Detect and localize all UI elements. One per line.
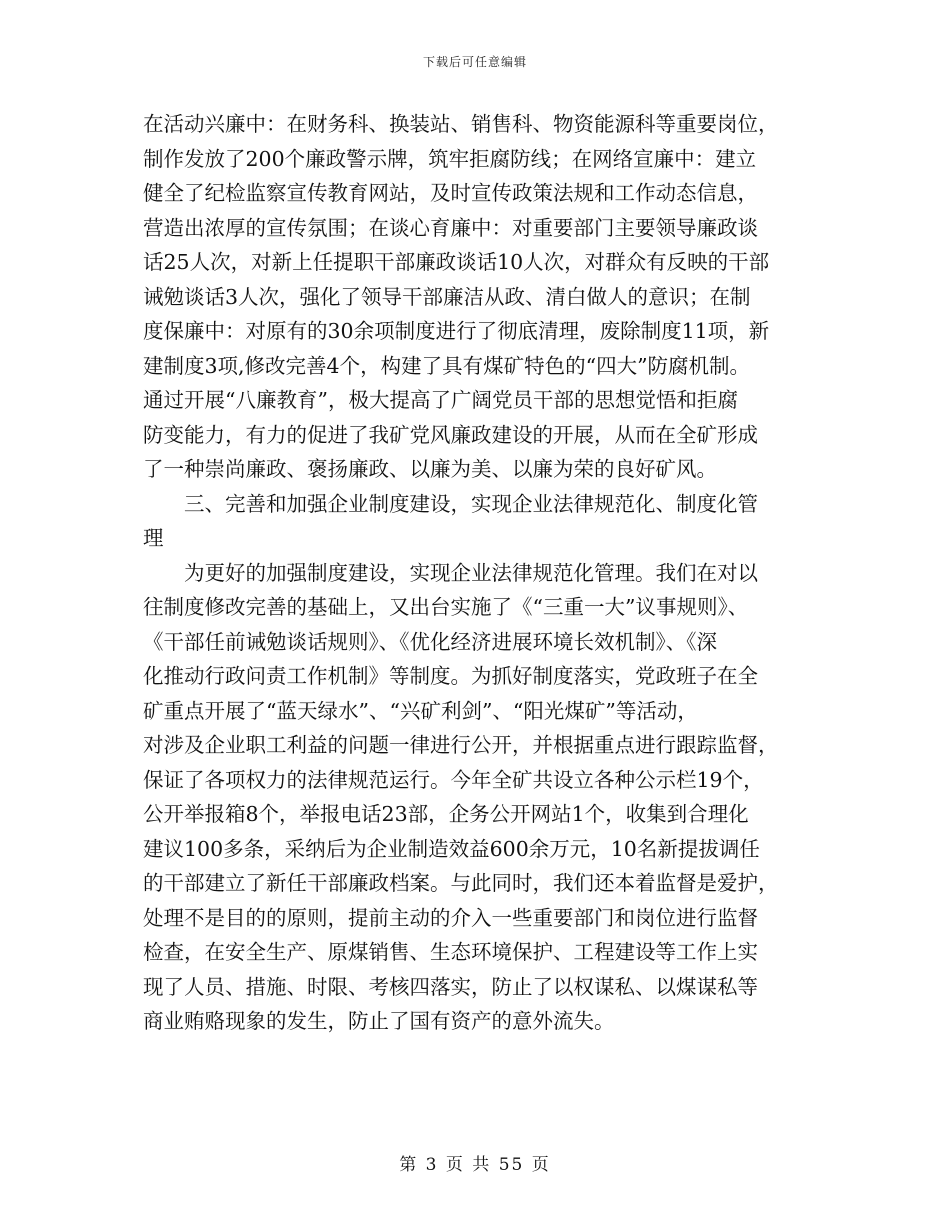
text-line: 通过开展“八廉教育”，极大提高了广阔党员干部的思想觉悟和拒腐 <box>143 388 738 412</box>
text-line: 的干部建立了新任干部廉政档案。与此同时，我们还本着监督是爱护， <box>143 871 779 895</box>
page-header: 下载后可任意编辑 <box>422 55 527 69</box>
footer-prefix: 第 <box>399 1155 419 1175</box>
section-heading-continuation: 理 <box>143 526 164 550</box>
text-line: 《干部任前诫勉谈话规则》、《优化经济进展环境长效机制》、《深 <box>143 629 717 654</box>
text-line: 保证了各项权力的法律规范运行。今年全矿共设立各种公示栏19个， <box>143 767 764 792</box>
text-line: 建议100多条，采纳后为企业制造效益600余万元，10名新提拔调任 <box>143 836 760 861</box>
page-footer <box>0 1150 950 1175</box>
footer-suffix: 页 <box>531 1155 551 1175</box>
text-line: 营造出浓厚的宣传氛围；在谈心育廉中：对重要部门主要领导廉政谈 <box>143 215 758 240</box>
text-line: 商业贿赂现象的发生，防止了国有资产的意外流失。 <box>143 1009 615 1033</box>
text-line: 了一种崇尚廉政、褒扬廉政、以廉为美、以廉为荣的良好矿风。 <box>143 457 717 481</box>
current-page-number: 3 <box>425 1155 439 1175</box>
text-line: 化推动行政问责工作机制》等制度。为抓好制度落实，党政班子在全 <box>143 664 758 688</box>
text-line: 度保廉中：对原有的30余项制度进行了彻底清理，废除制度11项，新 <box>143 319 770 343</box>
text-line: 建制度3项,修改完善4个，构建了具有煤矿特色的“四大”防腐机制。 <box>143 353 751 378</box>
text-line: 诫勉谈话3人次，强化了领导干部廉洁从政、清白做人的意识；在制 <box>143 284 751 309</box>
text-line: 在活动兴廉中：在财务科、换装站、销售科、物资能源科等重要岗位， <box>143 112 779 136</box>
text-line: 公开举报箱8个，举报电话23部，企务公开网站1个，收集到合理化 <box>143 802 749 826</box>
section-heading: 三、完善和加强企业制度建设，实现企业法律规范化、制度化管 <box>184 491 758 516</box>
text-line: 健全了纪检监察宣传教育网站，及时宣传政策法规和工作动态信息， <box>143 181 758 205</box>
document-body <box>143 107 813 1039</box>
text-line: 话25人次，对新上任提职干部廉政谈话10人次，对群众有反映的干部 <box>143 250 770 274</box>
footer-middle: 页 共 <box>445 1155 492 1175</box>
text-line: 处理不是目的的原则，提前主动的介入一些重要部门和岗位进行监督 <box>143 905 758 930</box>
text-line: 现了人员、措施、时限、考核四落实，防止了以权谋私、以煤谋私等 <box>143 974 758 999</box>
text-line: 制作发放了200个廉政警示牌，筑牢拒腐防线；在网络宣廉中：建立 <box>143 146 757 171</box>
text-line: 矿重点开展了“蓝天绿水”、“兴矿利剑”、“阳光煤矿”等活动， <box>143 698 698 723</box>
text-line: 为更好的加强制度建设，实现企业法律规范化管理。我们在对以 <box>184 560 758 585</box>
text-line: 防变能力，有力的促进了我矿党风廉政建设的开展，从而在全矿形成 <box>143 422 758 447</box>
text-line: 往制度修改完善的基础上，又出台实施了《“三重一大”议事规则》、 <box>143 595 749 619</box>
text-line: 对涉及企业职工利益的问题一律进行公开，并根据重点进行跟踪监督， <box>143 733 779 757</box>
total-pages-number: 55 <box>498 1155 525 1175</box>
text-line: 检查，在安全生产、原煤销售、生态环境保护、工程建设等工作上实 <box>143 940 758 964</box>
